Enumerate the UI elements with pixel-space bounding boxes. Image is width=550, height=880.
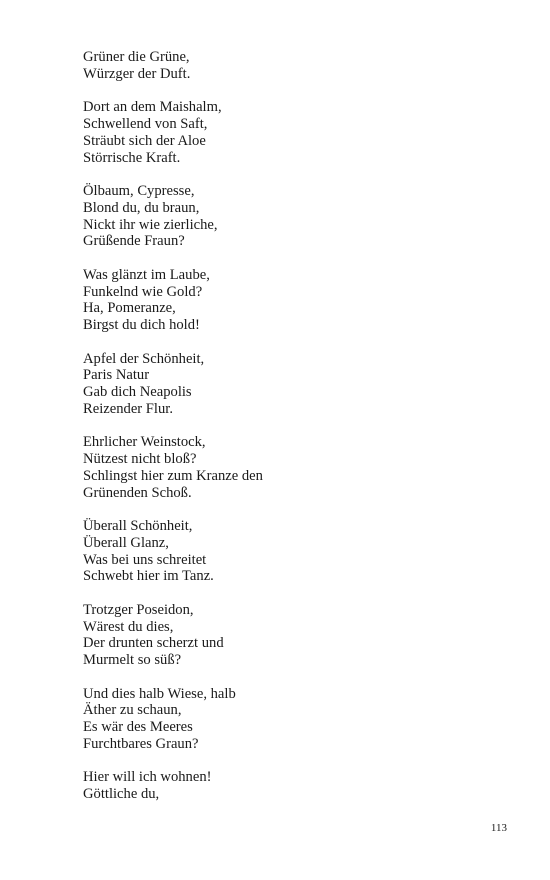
poem-line: Wärest du dies, <box>83 618 174 635</box>
poem-line: Äther zu schaun, <box>83 702 182 719</box>
poem-line: Dort an dem Maishalm, <box>83 99 222 116</box>
poem-line: Und dies halb Wiese, halb <box>83 685 236 702</box>
poem-line: Göttliche du, <box>83 786 160 803</box>
poem-line: Grüner die Grüne, <box>83 49 190 65</box>
poem-line: Birgst du dich hold! <box>83 317 200 334</box>
poem-line: Überall Schönheit, <box>83 518 193 535</box>
poem-line: Blond du, du braun, <box>83 199 200 216</box>
poem-line: Trotzger Poseidon, <box>83 601 194 618</box>
poem-line: Sträubt sich der Aloe <box>83 132 206 149</box>
stanza-9 <box>83 686 503 753</box>
poem-line: Ha, Pomeranze, <box>83 300 176 317</box>
page-number: 113 <box>490 822 507 834</box>
poem-line: Schwebt hier im Tanz. <box>83 568 214 585</box>
poem-line: Was bei uns schreitet <box>83 551 207 568</box>
poem-line: Ehrlicher Weinstock, <box>83 434 206 451</box>
poem-line: Grünenden Schoß. <box>83 484 192 501</box>
poem-line: Funkelnd wie Gold? <box>83 283 203 300</box>
stanza-8 <box>83 602 503 669</box>
stanza-7 <box>83 518 503 585</box>
poem-line: Paris Natur <box>83 367 150 384</box>
stanza-1 <box>83 49 503 83</box>
poem-line: Grüßende Fraun? <box>83 233 185 250</box>
poem-line: Es wär des Meeres <box>83 719 193 736</box>
poem-body <box>83 49 503 803</box>
stanza-10 <box>83 769 503 803</box>
stanza-4 <box>83 267 503 334</box>
poem-line: Reizender Flur. <box>83 400 173 417</box>
poem-line: Gab dich Neapolis <box>83 384 192 401</box>
poem-line: Nickt ihr wie zierliche, <box>83 216 218 233</box>
poem-line: Was glänzt im Laube, <box>83 266 210 283</box>
stanza-2 <box>83 99 503 166</box>
stanza-6 <box>83 434 503 501</box>
poem-line: Hier will ich wohnen! <box>83 769 212 786</box>
poem-line: Ölbaum, Cypresse, <box>83 182 195 199</box>
poem-line: Apfel der Schönheit, <box>83 350 205 367</box>
poem-line: Murmelt so süß? <box>83 652 182 669</box>
poem-line: Schwellend von Saft, <box>83 115 208 132</box>
poem-line: Überall Glanz, <box>83 534 169 551</box>
poem-line: Störrische Kraft. <box>83 149 181 166</box>
poem-line: Nützest nicht bloß? <box>83 451 197 468</box>
poem-line: Der drunten scherzt und <box>83 635 224 652</box>
poem-line: Würzger der Duft. <box>83 65 191 82</box>
poem-line: Schlingst hier zum Kranze den <box>83 467 263 484</box>
stanza-3 <box>83 183 503 250</box>
stanza-5 <box>83 351 503 418</box>
poem-line: Furchtbares Graun? <box>83 736 199 753</box>
